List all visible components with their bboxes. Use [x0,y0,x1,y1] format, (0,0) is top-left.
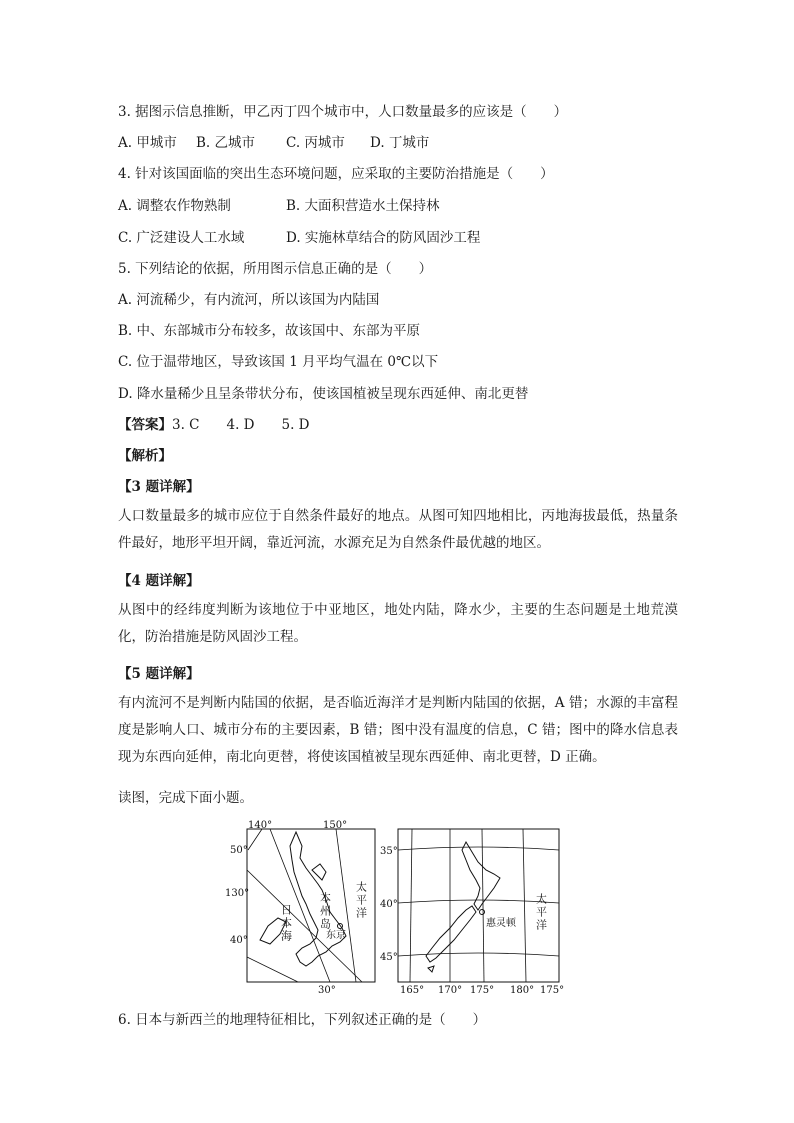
q5-option-c: C. 位于温带地区，导致该国 1 月平均气温在 0℃以下 [118,354,439,370]
answer-text: 3. C 4. D 5. D [172,417,310,433]
q5-option-a: A. 河流稀少，有内流河，所以该国为内陆国 [118,292,380,308]
detail-4-text: 从图中的经纬度判断为该地位于中亚地区，地处内陆，降水少，主要的生态问题是土地荒漠化，防治措施是防风固沙工程。 [118,602,678,645]
q3-stem: 3. 据图示信息推断，甲乙丙丁四个城市中，人口数量最多的应该是（ ） [118,104,568,120]
q3-option-a: A. 甲城市 [118,135,177,151]
q3-option-c: C. 丙城市 [286,135,345,151]
pacific-label-nz: 太平洋 [534,893,548,932]
q4-option-d: D. 实施林草结合的防风固沙工程 [286,230,481,246]
pacific-label-japan: 太平洋 [354,881,368,920]
wellington-label: 惠灵顿 [486,918,516,929]
q5-option-b: B. 中、东部城市分布较多，故该国中、东部为平原 [118,323,421,339]
q4-option-c: C. 广泛建设人工水域 [118,230,245,246]
detail-4-label: 【4 题详解】 [118,573,200,589]
q5-stem: 5. 下列结论的依据，所用图示信息正确的是（ ） [118,261,433,277]
nz-lon-175: 175° [470,985,495,996]
sea-of-japan-label: 日本海 [279,904,293,943]
answer-label: 【答案】 [118,417,172,433]
detail-5-label: 【5 题详解】 [118,666,200,682]
detail-3-text: 人口数量最多的城市应位于自然条件最好的地点。从图可知四地相比，丙地海拔最低，热量条件最好，地形平坦开阔，靠近河流，水源充足为自然条件最优越的地区。 [118,508,678,551]
nz-lon-165: 165° [400,985,425,996]
honshu-label: 本州岛 [318,892,332,931]
read-map-instruction: 读图，完成下面小题。 [118,790,253,806]
q5-option-d: D. 降水量稀少且呈条带状分布，使该国植被呈现东西延伸、南北更替 [118,386,529,402]
q3-option-b: B. 乙城市 [196,135,256,151]
new-zealand-map [380,829,564,996]
nz-lat-35: 35° [380,846,398,857]
wellington-marker [480,910,485,915]
japan-lat-30: 30° [318,985,336,996]
q3-option-d: D. 丁城市 [370,135,430,151]
analysis-label: 【解析】 [118,448,172,464]
japan-lon-150: 150° [323,820,348,831]
q4-stem: 4. 针对该国面临的突出生态环境问题，应采取的主要防治措施是（ ） [118,166,554,182]
japan-map [225,820,375,996]
japan-lat-50: 50° [230,845,248,856]
q4-option-a: A. 调整农作物熟制 [118,198,231,214]
japan-lon-130: 130° [225,888,250,899]
nz-lat-40: 40° [380,899,398,910]
nz-lat-45: 45° [380,952,398,963]
q6-stem: 6. 日本与新西兰的地理特征相比，下列叙述正确的是（ ） [118,1012,487,1028]
detail-5-text: 有内流河不是判断内陆国的依据，是否临近海洋才是判断内陆国的依据，A 错；水源的丰富程度是影响人口、城市分布的主要因素，B 错；图中没有温度的信息，C 错；图中的降水信息表现为东西向延伸，南北向更替，将使该国植被呈现东西延伸、南北更替，D 正确。 [118,695,678,765]
nz-lon-180: 180° [510,985,535,996]
nz-lon-175w: 175° [540,985,565,996]
nz-lon-170: 170° [438,985,463,996]
q4-option-b: B. 大面积营造水土保持林 [286,198,440,214]
japan-lon-140: 140° [248,820,273,831]
detail-3-label: 【3 题详解】 [118,479,200,495]
tokyo-label: 东京 [326,930,346,941]
japan-lat-40: 40° [230,935,248,946]
